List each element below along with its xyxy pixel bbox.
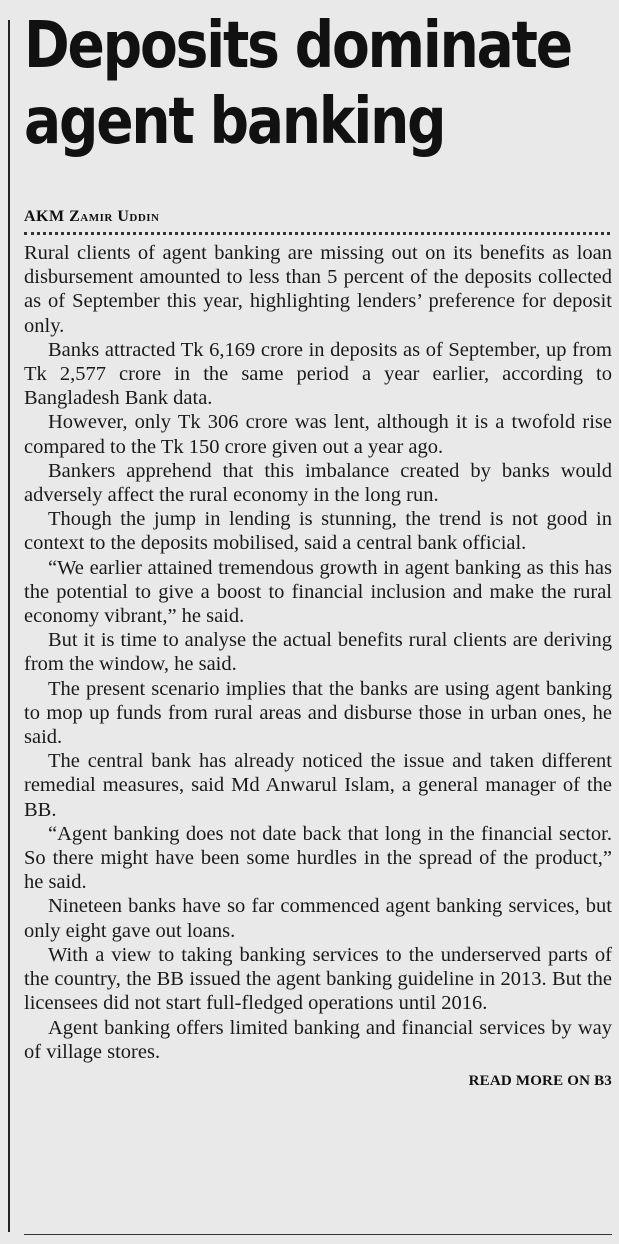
byline: AKM Zamir Uddin xyxy=(24,208,160,225)
read-more-jump: READ MORE ON B3 xyxy=(468,1072,612,1089)
paragraph-12: With a view to taking banking services to the underserved parts of the country, the BB issued the agent banking guideline in 2013. But the licensees did not start full-fledged operations until 2016. xyxy=(24,943,612,1015)
paragraph-7: But it is time to analyse the actual benefits rural clients are deriving from the window, he said. xyxy=(24,629,612,676)
paragraph-2: Banks attracted Tk 6,169 crore in deposits as of September, up from Tk 2,577 crore in the same period a year earlier, according to Bangladesh Bank data. xyxy=(24,338,612,410)
paragraph-6: “We earlier attained tremendous growth in agent banking as this has the potential to give a boost to financial inclusion and make the rural economy vibrant,” he said. xyxy=(24,556,612,628)
byline-divider xyxy=(24,232,610,235)
headline-line-1: Deposits dominate xyxy=(24,9,571,83)
headline-line-2: agent banking xyxy=(24,85,445,159)
column-rule-bottom xyxy=(24,1234,612,1235)
paragraph-8: The present scenario implies that the banks are using agent banking to mop up funds from rural areas and disburse those in urban ones, he said. xyxy=(24,677,612,749)
paragraph-5: Though the jump in lending is stunning, the trend is not good in context to the deposits mobilised, said a central bank official. xyxy=(24,508,612,555)
headline xyxy=(24,8,571,160)
article-body xyxy=(24,241,612,1064)
paragraph-11: Nineteen banks have so far commenced agent banking services, but only eight gave out loans. xyxy=(24,895,612,942)
paragraph-10: “Agent banking does not date back that long in the financial sector. So there might have been some hurdles in the spread of the product,” he said. xyxy=(24,822,612,894)
article xyxy=(24,8,612,1090)
paragraph-13: Agent banking offers limited banking and financial services by way of village stores. xyxy=(24,1016,612,1063)
paragraph-4: Bankers apprehend that this imbalance created by banks would adversely affect the rural economy in the long run. xyxy=(24,459,612,507)
paragraph-1: Rural clients of agent banking are missing out on its benefits as loan disbursement amounted to less than 5 percent of the deposits collected as of September this year, highlighting lenders’ preference for deposit only. xyxy=(24,242,612,337)
column-rule-left xyxy=(8,20,10,1232)
paragraph-3: However, only Tk 306 crore was lent, although it is a twofold rise compared to the Tk 150 crore given out a year ago. xyxy=(24,411,612,458)
paragraph-9: The central bank has already noticed the issue and taken different remedial measures, said Md Anwarul Islam, a general manager of the BB. xyxy=(24,750,612,821)
